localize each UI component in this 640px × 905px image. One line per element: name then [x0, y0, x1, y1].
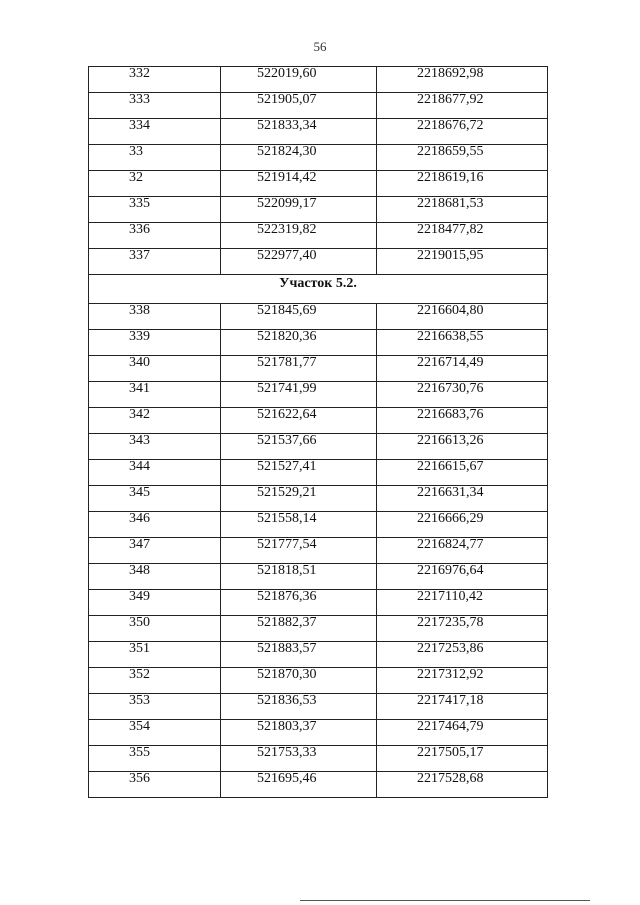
x-coordinate: 521883,57 — [221, 642, 377, 668]
y-coordinate: 2216976,64 — [377, 564, 548, 590]
y-coordinate: 2216615,67 — [377, 460, 548, 486]
y-coordinate: 2217253,86 — [377, 642, 548, 668]
point-number: 335 — [89, 197, 221, 223]
point-number: 32 — [89, 171, 221, 197]
point-number: 332 — [89, 67, 221, 93]
table-row — [89, 249, 548, 275]
x-coordinate: 522319,82 — [221, 223, 377, 249]
y-coordinate: 2216638,55 — [377, 330, 548, 356]
point-number: 350 — [89, 616, 221, 642]
table-row — [89, 93, 548, 119]
table-row — [89, 694, 548, 720]
point-number: 352 — [89, 668, 221, 694]
y-coordinate: 2217235,78 — [377, 616, 548, 642]
point-number: 345 — [89, 486, 221, 512]
point-number: 333 — [89, 93, 221, 119]
x-coordinate: 521529,21 — [221, 486, 377, 512]
x-coordinate: 521695,46 — [221, 772, 377, 798]
table-row — [89, 434, 548, 460]
x-coordinate: 521537,66 — [221, 434, 377, 460]
y-coordinate: 2216714,49 — [377, 356, 548, 382]
point-number: 33 — [89, 145, 221, 171]
x-coordinate: 521753,33 — [221, 746, 377, 772]
point-number: 344 — [89, 460, 221, 486]
table-row — [89, 616, 548, 642]
y-coordinate: 2216683,76 — [377, 408, 548, 434]
point-number: 343 — [89, 434, 221, 460]
y-coordinate: 2218681,53 — [377, 197, 548, 223]
point-number: 347 — [89, 538, 221, 564]
x-coordinate: 521781,77 — [221, 356, 377, 382]
y-coordinate: 2216631,34 — [377, 486, 548, 512]
table-row — [89, 720, 548, 746]
y-coordinate: 2216730,76 — [377, 382, 548, 408]
y-coordinate: 2218659,55 — [377, 145, 548, 171]
point-number: 355 — [89, 746, 221, 772]
x-coordinate: 521558,14 — [221, 512, 377, 538]
y-coordinate: 2218477,82 — [377, 223, 548, 249]
x-coordinate: 521836,53 — [221, 694, 377, 720]
y-coordinate: 2217505,17 — [377, 746, 548, 772]
y-coordinate: 2219015,95 — [377, 249, 548, 275]
y-coordinate: 2217417,18 — [377, 694, 548, 720]
table-row — [89, 197, 548, 223]
table-row — [89, 642, 548, 668]
x-coordinate: 521777,54 — [221, 538, 377, 564]
point-number: 356 — [89, 772, 221, 798]
table-row — [89, 538, 548, 564]
x-coordinate: 521820,36 — [221, 330, 377, 356]
page-number: 56 — [313, 39, 327, 54]
bottom-divider — [300, 900, 590, 901]
table-row — [89, 119, 548, 145]
table-row — [89, 772, 548, 798]
section-row — [89, 275, 548, 304]
table-row — [89, 564, 548, 590]
x-coordinate: 521803,37 — [221, 720, 377, 746]
point-number: 349 — [89, 590, 221, 616]
x-coordinate: 521824,30 — [221, 145, 377, 171]
x-coordinate: 521741,99 — [221, 382, 377, 408]
y-coordinate: 2218692,98 — [377, 67, 548, 93]
x-coordinate: 521622,64 — [221, 408, 377, 434]
y-coordinate: 2216666,29 — [377, 512, 548, 538]
table-row — [89, 304, 548, 330]
x-coordinate: 521845,69 — [221, 304, 377, 330]
table-row — [89, 512, 548, 538]
y-coordinate: 2216824,77 — [377, 538, 548, 564]
table-row — [89, 330, 548, 356]
point-number: 348 — [89, 564, 221, 590]
x-coordinate: 522019,60 — [221, 67, 377, 93]
y-coordinate: 2218619,16 — [377, 171, 548, 197]
point-number: 337 — [89, 249, 221, 275]
y-coordinate: 2217312,92 — [377, 668, 548, 694]
point-number: 334 — [89, 119, 221, 145]
table-row — [89, 171, 548, 197]
y-coordinate: 2217528,68 — [377, 772, 548, 798]
section-title: Участок 5.2. — [89, 275, 548, 304]
y-coordinate: 2217110,42 — [377, 590, 548, 616]
y-coordinate: 2217464,79 — [377, 720, 548, 746]
table-row — [89, 408, 548, 434]
table-row — [89, 460, 548, 486]
x-coordinate: 521870,30 — [221, 668, 377, 694]
table-row — [89, 356, 548, 382]
table-row — [89, 590, 548, 616]
coordinates-table-body — [89, 67, 548, 798]
table-row — [89, 668, 548, 694]
x-coordinate: 521527,41 — [221, 460, 377, 486]
y-coordinate: 2218677,92 — [377, 93, 548, 119]
point-number: 354 — [89, 720, 221, 746]
x-coordinate: 521914,42 — [221, 171, 377, 197]
y-coordinate: 2216613,26 — [377, 434, 548, 460]
x-coordinate: 521876,36 — [221, 590, 377, 616]
table-row — [89, 746, 548, 772]
point-number: 339 — [89, 330, 221, 356]
point-number: 342 — [89, 408, 221, 434]
x-coordinate: 521905,07 — [221, 93, 377, 119]
table-row — [89, 382, 548, 408]
point-number: 351 — [89, 642, 221, 668]
y-coordinate: 2218676,72 — [377, 119, 548, 145]
table-row — [89, 145, 548, 171]
point-number: 346 — [89, 512, 221, 538]
coordinates-table — [88, 66, 548, 798]
table-row — [89, 67, 548, 93]
point-number: 353 — [89, 694, 221, 720]
x-coordinate: 521818,51 — [221, 564, 377, 590]
x-coordinate: 521833,34 — [221, 119, 377, 145]
table-row — [89, 223, 548, 249]
table-row — [89, 486, 548, 512]
x-coordinate: 522099,17 — [221, 197, 377, 223]
point-number: 340 — [89, 356, 221, 382]
point-number: 336 — [89, 223, 221, 249]
point-number: 341 — [89, 382, 221, 408]
x-coordinate: 521882,37 — [221, 616, 377, 642]
x-coordinate: 522977,40 — [221, 249, 377, 275]
point-number: 338 — [89, 304, 221, 330]
y-coordinate: 2216604,80 — [377, 304, 548, 330]
